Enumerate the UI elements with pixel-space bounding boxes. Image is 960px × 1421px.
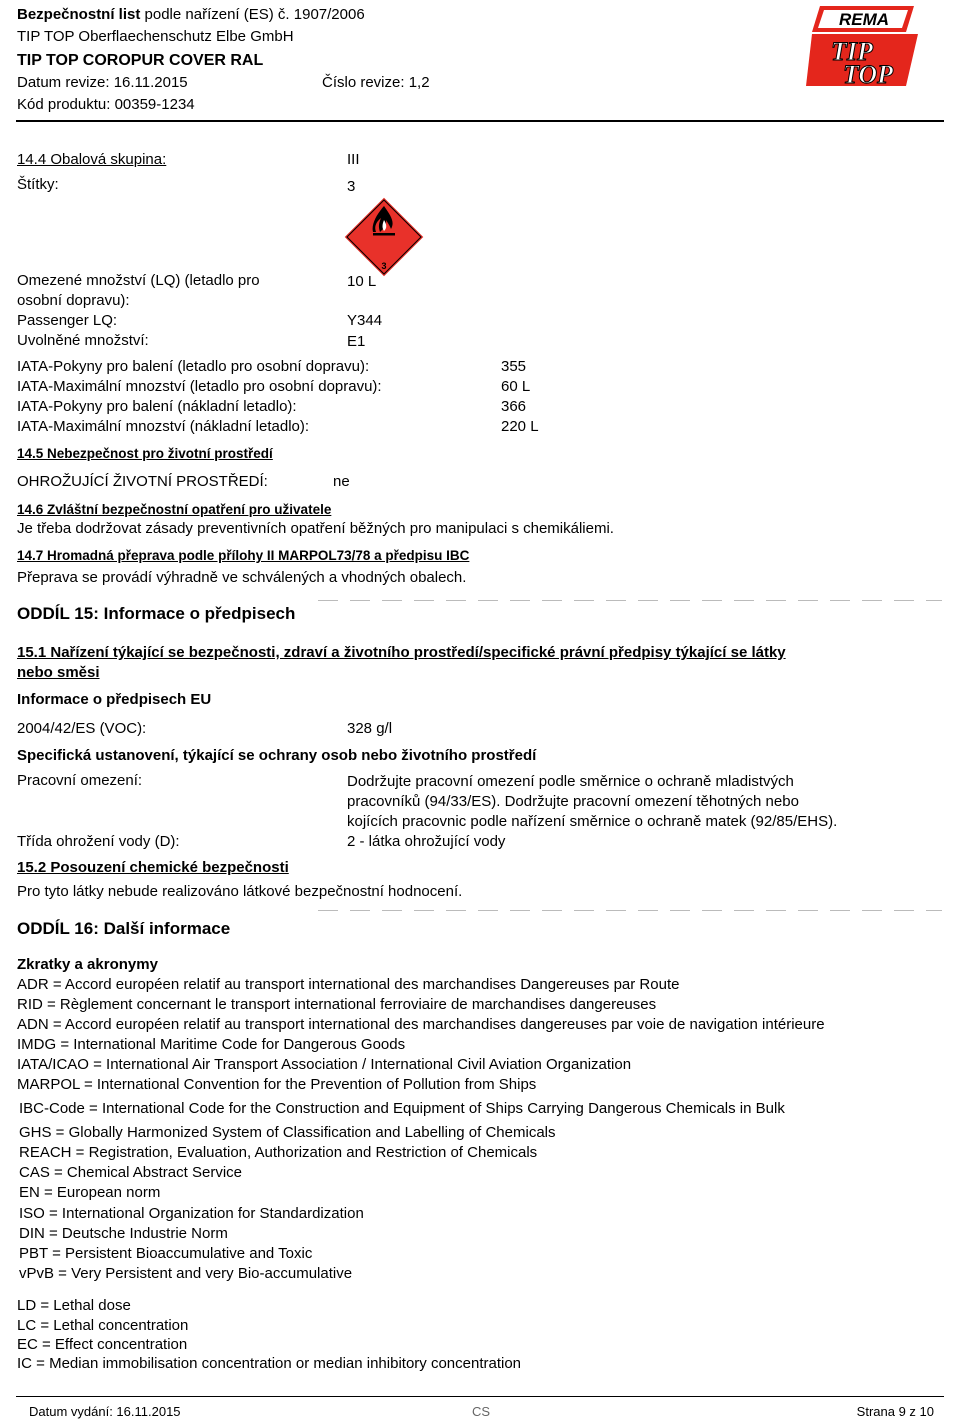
iata-row-label: IATA-Pokyny pro balení (letadlo pro osobní dopravu): xyxy=(17,358,370,375)
iata-row-label: IATA-Maximální mnozství (nákladní letadlo): xyxy=(17,418,310,435)
passenger-lq-value: Y344 xyxy=(347,312,383,329)
abbreviation-item: EC = Effect concentration xyxy=(17,1336,188,1353)
work-restriction-text-3: kojících pracovnic podle nařízení směrnice o ochraně matek (92/85/EHS). xyxy=(347,813,838,830)
work-restriction-text-1: Dodržujte pracovní omezení podle směrnice o ochraně mladistvých xyxy=(347,773,794,790)
section-15-heading: ODDÍL 15: Informace o předpisech xyxy=(17,604,296,623)
doc-header-line1 xyxy=(17,6,365,24)
env-hazard-title: 14.5 Nebezpečnost pro životní prostředí xyxy=(17,446,273,461)
abbreviation-item: ADN = Accord européen relatif au transport international des marchandises dangereuses par voie de navigation intérieure xyxy=(17,1016,825,1033)
work-restriction-text-2: pracovníků (94/33/ES). Dodržujte pracovní omezení těhotných nebo xyxy=(347,793,799,810)
iata-row-value: 220 L xyxy=(501,418,539,435)
water-hazard-value: 2 - látka ohrožující vody xyxy=(347,833,506,850)
abbreviation-item: RID = Règlement concernant le transport international ferroviaire de marchandises dangereuses xyxy=(17,996,657,1013)
iata-row-value: 366 xyxy=(501,398,527,415)
product-code: Kód produktu: 00359-1234 xyxy=(17,96,195,113)
doc-regulation: podle nařízení (ES) č. 1907/2006 xyxy=(144,6,365,23)
excepted-quantity-value: E1 xyxy=(347,333,366,350)
packing-group-label: 14.4 Obalová skupina: xyxy=(17,151,167,168)
user-precautions-title: 14.6 Zvláštní bezpečnostní opatření pro uživatele xyxy=(17,502,332,517)
bulk-transport-title: 14.7 Hromadná přeprava podle přílohy II MARPOL73/78 a předpisu IBC xyxy=(17,548,470,563)
logo-top-text: TOP xyxy=(842,60,894,88)
abbreviation-item: IC = Median immobilisation concentration or median inhibitory concentration xyxy=(17,1355,522,1372)
packing-group-value: III xyxy=(347,151,360,168)
page-number: Strana 9 z 10 xyxy=(856,1404,934,1419)
abbreviation-item: IATA/ICAO = International Air Transport Association / International Civil Aviation Organization xyxy=(17,1056,632,1073)
section-16-heading: ODDÍL 16: Další informace xyxy=(17,919,231,938)
labels-label: Štítky: xyxy=(17,176,59,193)
abbreviation-item: ISO = International Organization for Standardization xyxy=(19,1205,364,1222)
regulation-subtitle-line1: 15.1 Nařízení týkající se bezpečnosti, zdraví a životního prostředí/specifické právní předpisy týkající se látky xyxy=(17,644,786,661)
abbreviation-item: MARPOL = International Convention for the Prevention of Pollution from Ships xyxy=(17,1076,537,1093)
abbreviation-item: IBC-Code = International Code for the Construction and Equipment of Ships Carrying Dangerous Chemicals in Bulk xyxy=(19,1100,785,1117)
rema-tip-top-logo xyxy=(806,2,918,88)
abbreviation-item: IMDG = International Maritime Code for Dangerous Goods xyxy=(17,1036,406,1053)
abbreviation-item: REACH = Registration, Evaluation, Authorization and Restriction of Chemicals xyxy=(19,1144,538,1161)
bulk-transport-text: Přeprava se provádí výhradně ve schválených a vhodných obalech. xyxy=(17,569,467,586)
revision-number: Číslo revize: 1,2 xyxy=(322,74,430,91)
abbreviation-item: ADR = Accord européen relatif au transport international des marchandises Dangereuses par Route xyxy=(17,976,680,993)
lq-value: 10 L xyxy=(347,273,377,290)
iata-row-label: IATA-Pokyny pro balení (nákladní letadlo): xyxy=(17,398,297,415)
revision-date: Datum revize: 16.11.2015 xyxy=(17,74,188,91)
footer-divider xyxy=(16,1396,944,1397)
iata-row-label: IATA-Maximální mnozství (letadlo pro osobní dopravu): xyxy=(17,378,382,395)
abbreviation-item: LD = Lethal dose xyxy=(17,1297,131,1314)
abbreviation-item: LC = Lethal concentration xyxy=(17,1317,189,1334)
labels-value: 3 xyxy=(347,178,356,195)
voc-value: 328 g/l xyxy=(347,720,393,737)
issue-date: Datum vydání: 16.11.2015 xyxy=(29,1404,181,1419)
env-hazard-label: OHROŽUJÍCÍ ŽIVOTNÍ PROSTŘEDÍ: xyxy=(17,473,268,490)
header-divider xyxy=(16,120,944,122)
flammable-liquid-hazard-icon xyxy=(343,196,425,278)
section-divider xyxy=(318,600,942,601)
lq-label-line2: osobní dopravu): xyxy=(17,292,130,309)
water-hazard-label: Třída ohrožení vody (D): xyxy=(17,833,180,850)
product-name: TIP TOP COROPUR COVER RAL xyxy=(17,52,264,69)
iata-row-value: 355 xyxy=(501,358,527,375)
language-code: CS xyxy=(472,1404,491,1419)
logo-tip-text: TIP xyxy=(831,37,873,66)
lq-label-line1: Omezené množství (LQ) (letadlo pro xyxy=(17,272,260,289)
user-precautions-text: Je třeba dodržovat zásady preventivních opatření běžných pro manipulaci s chemikáliemi. xyxy=(17,520,614,537)
iata-row-value: 60 L xyxy=(501,378,531,395)
voc-label: 2004/42/ES (VOC): xyxy=(17,720,147,737)
abbreviation-item: DIN = Deutsche Industrie Norm xyxy=(19,1225,228,1242)
chemical-safety-text: Pro tyto látky nebude realizováno látkové bezpečnostní hodnocení. xyxy=(17,883,463,900)
eu-info-heading: Informace o předpisech EU xyxy=(17,691,212,708)
env-hazard-value: ne xyxy=(333,473,350,490)
diamond-class-number: 3 xyxy=(381,261,387,271)
chemical-safety-title: 15.2 Posouzení chemické bezpečnosti xyxy=(17,859,289,876)
doc-type: Bezpečnostní list xyxy=(17,6,141,23)
logo-rema-text: REMA xyxy=(838,10,890,29)
excepted-quantity-label: Uvolněné množství: xyxy=(17,332,149,349)
abbreviation-item: PBT = Persistent Bioaccumulative and Toxic xyxy=(19,1245,313,1262)
abbreviations-heading: Zkratky a akronymy xyxy=(17,956,158,973)
work-restriction-label: Pracovní omezení: xyxy=(17,772,143,789)
abbreviation-item: GHS = Globally Harmonized System of Classification and Labelling of Chemicals xyxy=(19,1124,556,1141)
regulation-subtitle-line2: nebo směsi xyxy=(17,664,100,681)
passenger-lq-label: Passenger LQ: xyxy=(17,312,118,329)
abbreviation-item: CAS = Chemical Abstract Service xyxy=(19,1164,243,1181)
section-divider xyxy=(318,910,942,911)
company-name: TIP TOP Oberflaechenschutz Elbe GmbH xyxy=(17,28,294,45)
abbreviation-item: EN = European norm xyxy=(19,1184,161,1201)
abbreviation-item: vPvB = Very Persistent and very Bio-accumulative xyxy=(19,1265,353,1282)
specific-provisions-heading: Specifická ustanovení, týkající se ochrany osob nebo životního prostředí xyxy=(17,747,537,764)
